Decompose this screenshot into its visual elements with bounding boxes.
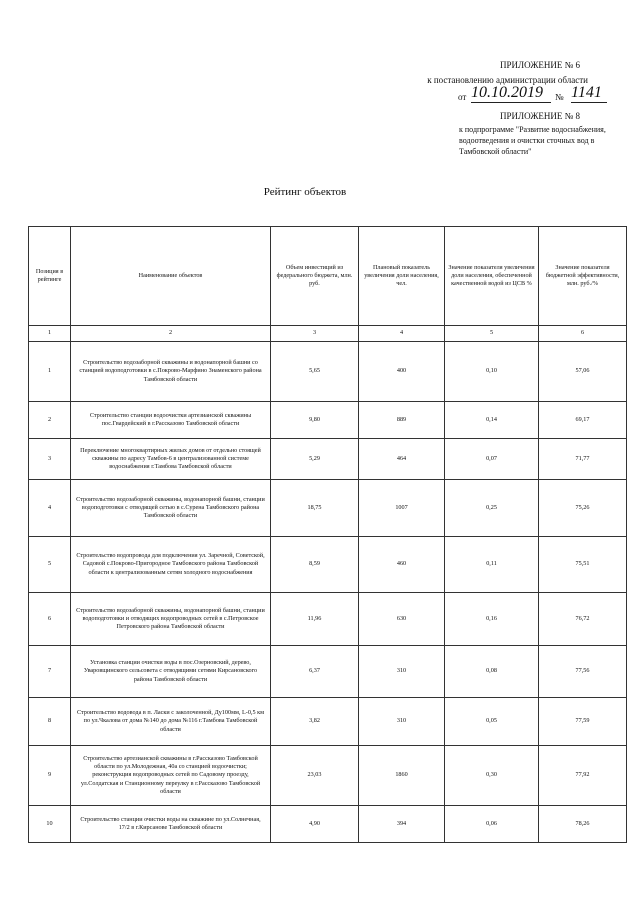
share-cell: 0,14: [445, 402, 539, 439]
position-cell: 7: [29, 646, 71, 698]
people-cell: 310: [359, 646, 445, 698]
object-name-cell: Строительство водопровода для подключения ул. Заречной, Советской, Садовой с.Покрово-Пригородное Тамбовского района Тамбовской области к централизованным сетям холодного водоснабжения: [71, 537, 271, 593]
position-cell: 9: [29, 746, 71, 806]
share-cell: 0,25: [445, 480, 539, 537]
investment-cell: 5,29: [271, 439, 359, 480]
col-header-efficiency: Значение показателя бюджетной эффективности, млн. руб./%: [539, 227, 627, 326]
people-cell: 630: [359, 593, 445, 646]
people-cell: 464: [359, 439, 445, 480]
table-row: [29, 646, 627, 698]
col-header-name: Наименование объектов: [71, 227, 271, 326]
investment-cell: 11,96: [271, 593, 359, 646]
people-cell: 460: [359, 537, 445, 593]
position-cell: 10: [29, 806, 71, 843]
share-cell: 0,16: [445, 593, 539, 646]
table-row: [29, 806, 627, 843]
table-row: [29, 402, 627, 439]
column-number: 2: [71, 326, 271, 342]
position-cell: 2: [29, 402, 71, 439]
people-cell: 1007: [359, 480, 445, 537]
position-cell: 5: [29, 537, 71, 593]
rating-table: [28, 226, 627, 843]
object-name-cell: Строительство станции водоочистки артезианской скважины пос.Гвардейский в г.Рассказово Тамбовской области: [71, 402, 271, 439]
investment-cell: 8,59: [271, 537, 359, 593]
appendix6-label: ПРИЛОЖЕНИЕ № 6: [499, 60, 580, 70]
object-name-cell: Строительство водовода в п. Ласки с заколоченной, Ду100мм, L-0,5 км по ул.Чкалова от дома №140 до дома №116 г.Тамбова Тамбовской области: [71, 698, 271, 746]
column-number: 3: [271, 326, 359, 342]
decree-date: 10.10.2019: [471, 84, 551, 103]
efficiency-cell: 75,26: [539, 480, 627, 537]
column-number: 5: [445, 326, 539, 342]
efficiency-cell: 71,77: [539, 439, 627, 480]
decree-label: к постановлению администрации области: [427, 75, 588, 85]
people-cell: 394: [359, 806, 445, 843]
date-prefix: от: [458, 92, 467, 102]
appendix8-label: ПРИЛОЖЕНИЕ № 8: [499, 111, 580, 121]
col-header-investment: Объем инвестиций из федерального бюджета, млн. руб.: [271, 227, 359, 326]
investment-cell: 9,80: [271, 402, 359, 439]
people-cell: 889: [359, 402, 445, 439]
column-number-row: [29, 326, 627, 342]
table-row: [29, 698, 627, 746]
object-name-cell: Строительство водозаборной скважины, водонапорной башни, станции водоподготовки и отводящих водопроводных сетей в с.Петровское Петровского района Тамбовской области: [71, 593, 271, 646]
efficiency-cell: 77,59: [539, 698, 627, 746]
investment-cell: 6,37: [271, 646, 359, 698]
page-title: Рейтинг объектов: [263, 186, 347, 198]
share-cell: 0,11: [445, 537, 539, 593]
people-cell: 400: [359, 342, 445, 402]
object-name-cell: Строительство водозаборной скважины, водонапорной башни, станции водоподготовки с отводящей сетью в с.Сурена Тамбовского района Тамбовской области: [71, 480, 271, 537]
position-cell: 6: [29, 593, 71, 646]
share-cell: 0,05: [445, 698, 539, 746]
object-name-cell: Переключение многоквартирных жилых домов от отдельно стоящей скважины по адресу Тамбов-6 в централизованной системе водоснабжения г.Тамбова Тамбовской области: [71, 439, 271, 480]
table-header-row: [29, 227, 627, 326]
subprogram-label: к подпрограмме "Развитие водоснабжения, водоотведения и очистки сточных вод в Тамбовской области": [459, 125, 606, 156]
share-cell: 0,08: [445, 646, 539, 698]
position-cell: 3: [29, 439, 71, 480]
date-number-row: [458, 84, 628, 104]
share-cell: 0,30: [445, 746, 539, 806]
efficiency-cell: 76,72: [539, 593, 627, 646]
efficiency-cell: 57,06: [539, 342, 627, 402]
investment-cell: 4,90: [271, 806, 359, 843]
people-cell: 310: [359, 698, 445, 746]
object-name-cell: Установка станции очистки воды в пос.Озерновский, дерево, Уваровщинского сельсовета с отводящими сетями Кирсановского района Тамбовской области: [71, 646, 271, 698]
investment-cell: 18,75: [271, 480, 359, 537]
efficiency-cell: 78,26: [539, 806, 627, 843]
table-row: [29, 537, 627, 593]
investment-cell: 5,65: [271, 342, 359, 402]
efficiency-cell: 77,56: [539, 646, 627, 698]
people-cell: 1860: [359, 746, 445, 806]
table-row: [29, 746, 627, 806]
efficiency-cell: 77,92: [539, 746, 627, 806]
column-number: 1: [29, 326, 71, 342]
col-header-people: Плановый показатель увеличения доли населения, чел.: [359, 227, 445, 326]
table-row: [29, 593, 627, 646]
position-cell: 1: [29, 342, 71, 402]
table-row: [29, 480, 627, 537]
table-row: [29, 342, 627, 402]
col-header-share: Значение показателя увеличения доли населения, обеспеченной качественной водой из ЦСВ %: [445, 227, 539, 326]
position-cell: 8: [29, 698, 71, 746]
object-name-cell: Строительство водозаборной скважины и водонапорной башни со станцией водоподготовки в с.Покрово-Марфино Знаменского района Тамбовской области: [71, 342, 271, 402]
object-name-cell: Строительство станции очистки воды на скважине по ул.Солнечная, 17/2 в г.Кирсанове Тамбовской области: [71, 806, 271, 843]
investment-cell: 23,03: [271, 746, 359, 806]
share-cell: 0,10: [445, 342, 539, 402]
position-cell: 4: [29, 480, 71, 537]
share-cell: 0,07: [445, 439, 539, 480]
efficiency-cell: 69,17: [539, 402, 627, 439]
object-name-cell: Строительство артезианской скважины в г.Рассказово Тамбовской области по ул.Молодежная, 40а со станцией водоочистки; реконструкция водопроводных сетей по Садовому проезду, ул.Солдатская и Станционному переулку в г.Рассказово Тамбовской области: [71, 746, 271, 806]
column-number: 6: [539, 326, 627, 342]
col-header-position: Позиция в рейтинге: [29, 227, 71, 326]
efficiency-cell: 75,51: [539, 537, 627, 593]
column-number: 4: [359, 326, 445, 342]
investment-cell: 3,82: [271, 698, 359, 746]
table-row: [29, 439, 627, 480]
decree-number: 1141: [571, 84, 607, 103]
share-cell: 0,06: [445, 806, 539, 843]
number-prefix: №: [555, 92, 564, 102]
